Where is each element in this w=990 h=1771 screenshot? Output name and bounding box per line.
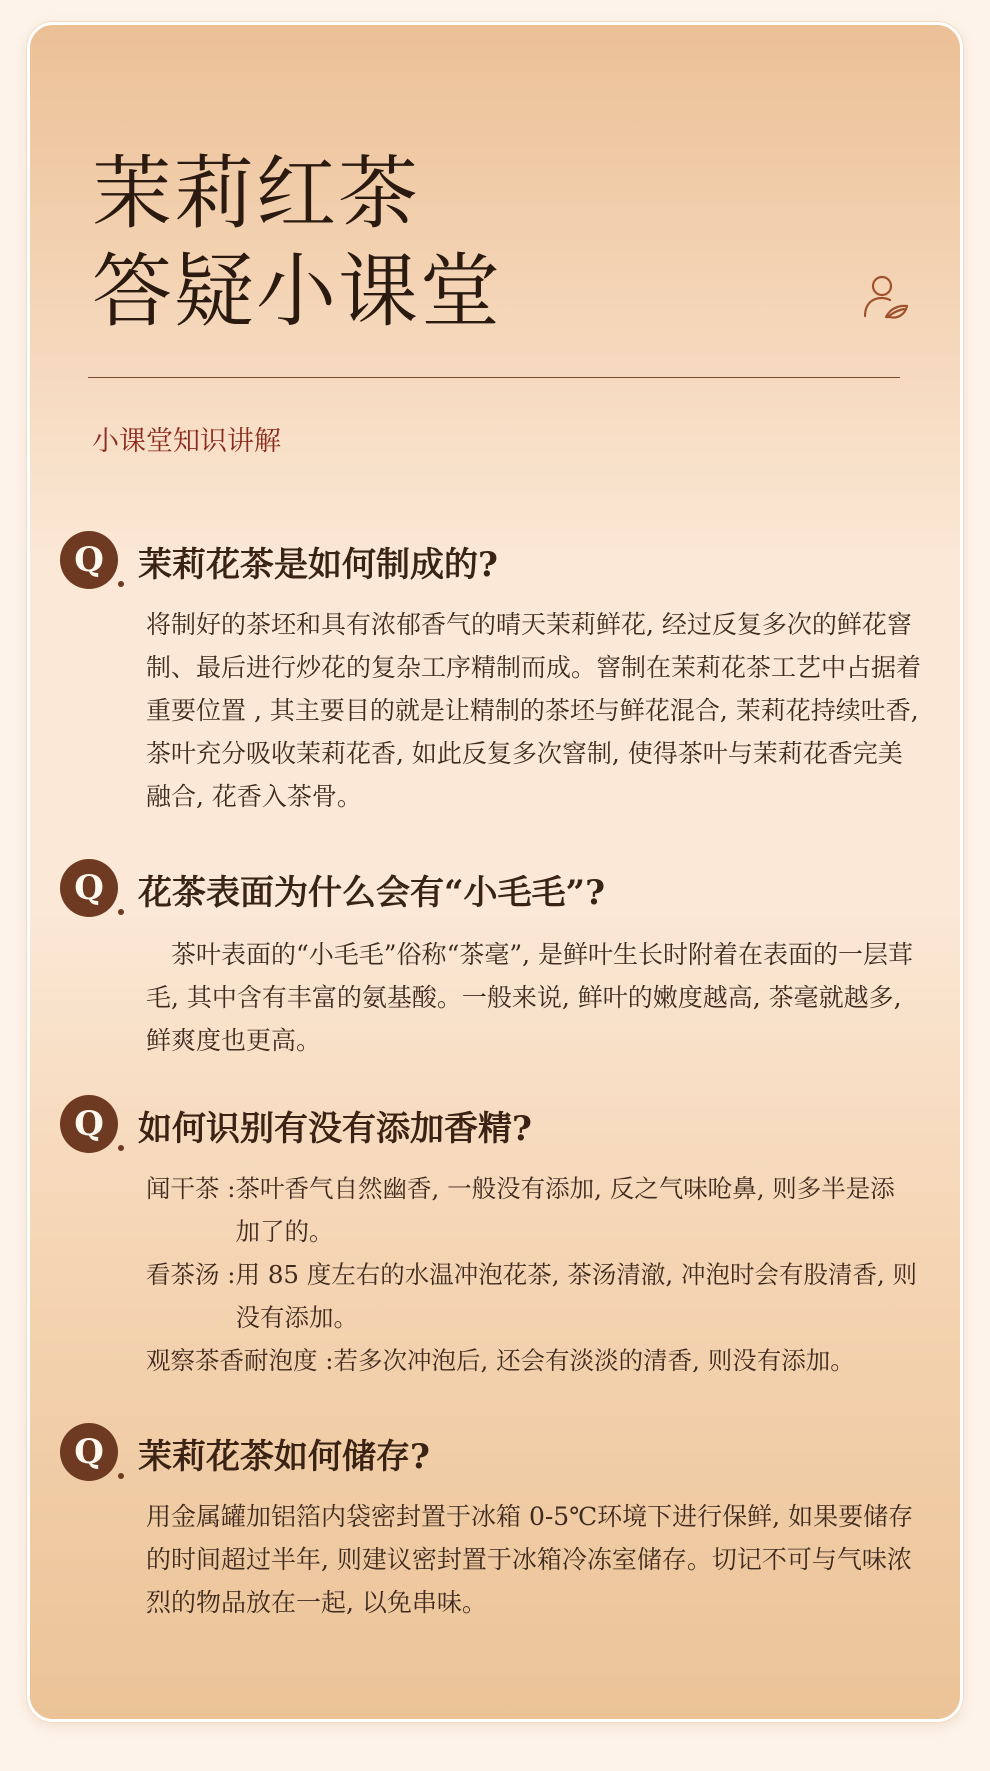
- question-block-3: [60, 1095, 940, 1382]
- check-label: 观察茶香耐泡度 :: [146, 1346, 334, 1375]
- check-item-smell: [146, 1167, 922, 1253]
- q-badge: Q: [60, 1423, 118, 1481]
- check-text: 若多次冲泡后, 还会有淡淡的清香, 则没有添加。: [333, 1346, 855, 1375]
- person-leaf-icon: [860, 271, 912, 323]
- title-line-1: 茉莉红茶: [92, 147, 420, 240]
- q-dot: [118, 1145, 124, 1151]
- q-dot: [118, 1473, 124, 1479]
- check-text: 用 85 度左右的水温冲泡花茶, 茶汤清澈, 冲泡时会有股清香, 则没有添加。: [235, 1260, 918, 1332]
- check-label: 看茶汤 :: [146, 1260, 236, 1289]
- q-badge: Q: [60, 1095, 118, 1153]
- q-badge: Q: [60, 531, 118, 589]
- answer-text: 用金属罐加铝箔内袋密封置于冰箱 0-5℃环境下进行保鲜, 如果要储存的时间超过半年, 则建议密封置于冰箱冷冻室储存。切记不可与气味浓烈的物品放在一起, 以免串味。: [146, 1502, 914, 1617]
- title-line-2: 答疑小课堂: [92, 245, 502, 338]
- check-item-endurance: [146, 1339, 922, 1382]
- q-dot: [118, 581, 124, 587]
- answer-text: 将制好的茶坯和具有浓郁香气的晴天茉莉鲜花, 经过反复多次的鲜花窨制、最后进行炒花的复杂工序精制而成。窨制在茉莉花茶工艺中占据着重要位置 , 其主要目的就是让精制的茶坯与鲜花混合, 茉莉花持续吐香, 茶叶充分吸收茉莉花香, 如此反复多次窨制, 使得茶叶与茉莉花香完美融合, 花香入茶骨。: [146, 610, 922, 811]
- q-dot: [118, 909, 124, 915]
- answer-text: 茶叶表面的“小毛毛”俗称“茶毫”, 是鲜叶生长时附着在表面的一层茸毛, 其中含有丰富的氨基酸。一般来说, 鲜叶的嫩度越高, 茶毫就越多, 鲜爽度也更高。: [146, 940, 914, 1055]
- q-badge: Q: [60, 859, 118, 917]
- question-title: 花茶表面为什么会有“小毛毛”?: [138, 873, 606, 913]
- check-item-liquor: [146, 1253, 922, 1339]
- content-card: [27, 22, 963, 1722]
- question-title: 茉莉花茶是如何制成的?: [138, 545, 498, 585]
- question-block-1: [60, 531, 940, 818]
- header-divider: [88, 377, 900, 378]
- question-block-2: [60, 859, 940, 1062]
- section-subtitle: 小课堂知识讲解: [92, 426, 281, 457]
- question-title: 茉莉花茶如何储存?: [138, 1437, 430, 1477]
- check-label: 闻干茶 :: [146, 1174, 236, 1203]
- question-block-4: [60, 1423, 940, 1624]
- question-title: 如何识别有没有添加香精?: [138, 1109, 532, 1149]
- check-text: 茶叶香气自然幽香, 一般没有添加, 反之气味呛鼻, 则多半是添 加了的。: [235, 1174, 895, 1246]
- page-title: [92, 145, 502, 341]
